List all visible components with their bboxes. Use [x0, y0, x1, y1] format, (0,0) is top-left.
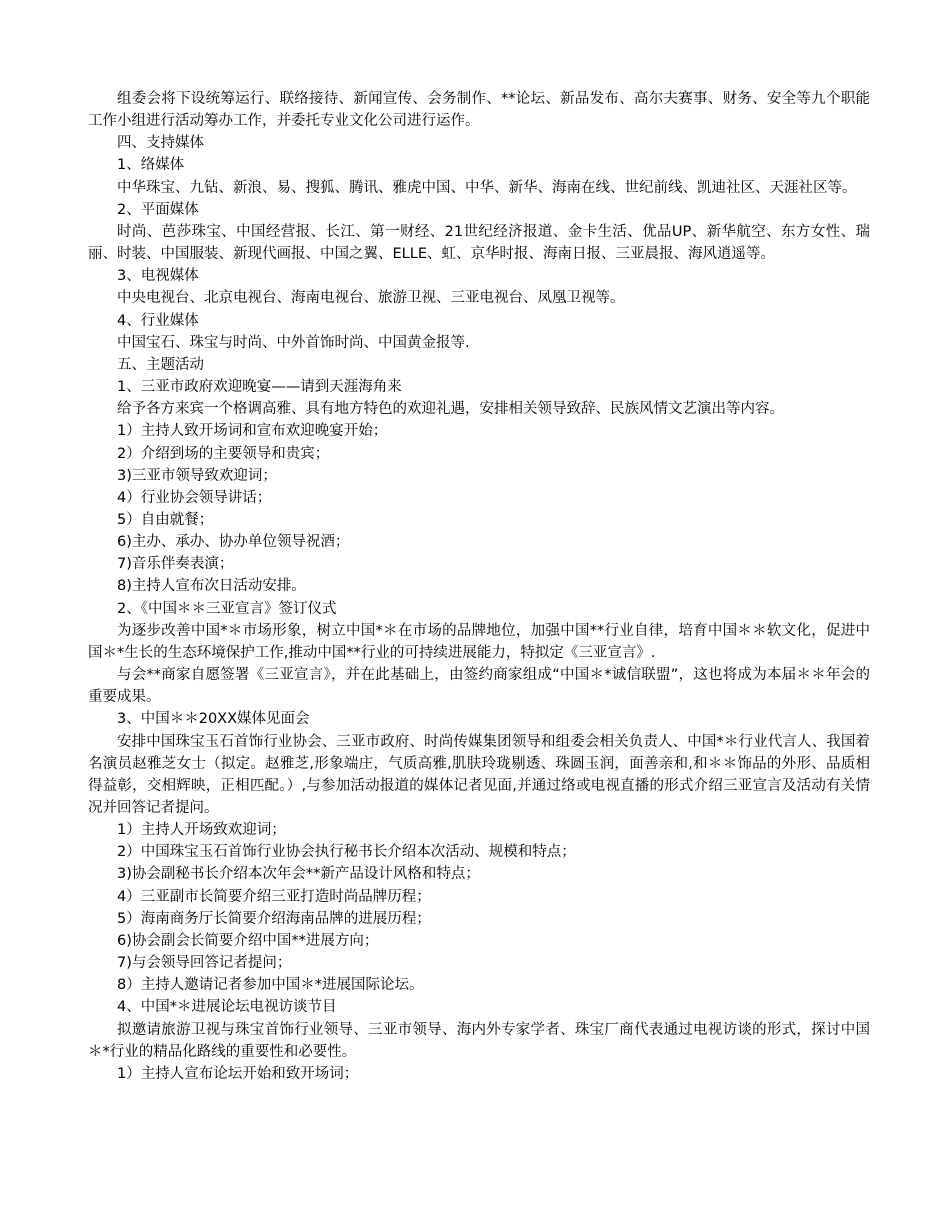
paragraph: 给予各方来宾一个格调高雅、具有地方特色的欢迎礼遇，安排相关领导致辞、民族风情文艺演出等内容。 [117, 401, 784, 418]
paragraph: 1）主持人致开场词和宣布欢迎晚宴开始； [117, 423, 388, 440]
paragraph: 四、支持媒体 [117, 135, 204, 152]
paragraph: 中国宝石、珠宝与时尚、中外首饰时尚、中国黄金报等. [117, 334, 470, 351]
paragraph: 3)协会副秘书长介绍本次年会**新产品设计风格和特点； [117, 866, 480, 883]
paragraph: 4、行业媒体 [117, 312, 199, 329]
paragraph: 5）海南商务厅长简要介绍海南品牌的进展历程； [117, 910, 431, 927]
paragraph: 4）行业协会领导讲话； [117, 489, 272, 506]
paragraph: 8）主持人邀请记者参加中国＊*进展国际论坛。 [117, 977, 424, 994]
paragraph: 1）主持人宣布论坛开始和致开场词； [117, 1065, 359, 1082]
paragraph: 拟邀请旅游卫视与珠宝首饰行业领导、三亚市领导、海内外专家学者、珠宝厂商代表通过电视访谈的形式，探讨中国＊*行业的精品化路线的重要性和必要性。 [88, 1021, 870, 1060]
paragraph: 6)主办、承办、协办单位领导祝酒； [117, 534, 350, 551]
paragraph: 中央电视台、北京电视台、海南电视台、旅游卫视、三亚电视台、凤凰卫视等。 [117, 290, 625, 307]
paragraph: 安排中国珠宝玉石首饰行业协会、三亚市政府、时尚传媒集团领导和组委会相关负责人、中国*＊行业代言人、我国着名演员赵雅芝女士（拟定。赵雅芝,形象端庄，气质高雅,肌肤玲珑剔透、珠圆玉润，面善亲和,和＊＊饰品的外形、品质相得益彰，交相辉映，正相匹配。）,与参加活动报道的媒体记者见面,并通过络或电视直播的形式介绍三亚宣言及活动有关情况并回答记者提问。 [88, 733, 870, 816]
paragraph: 2）中国珠宝玉石首饰行业协会执行秘书长介绍本次活动、规模和特点； [117, 844, 576, 861]
paragraph: 1、三亚市政府欢迎晚宴——请到天涯海角来 [117, 379, 402, 396]
paragraph: 7)与会领导回答记者提问； [117, 955, 292, 972]
paragraph: 2、《中国＊＊三亚宣言》签订仪式 [117, 600, 337, 617]
paragraph: 1、络媒体 [117, 157, 185, 174]
paragraph: 8)主持人宣布次日活动安排。 [117, 578, 306, 595]
paragraph: 1）主持人开场致欢迎词； [117, 822, 286, 839]
paragraph: 3)三亚市领导致欢迎词； [117, 467, 277, 484]
paragraph: 6)协会副会长简要介绍中国**进展方向； [117, 932, 379, 949]
paragraph: 5）自由就餐； [117, 511, 214, 528]
paragraph: 2、平面媒体 [117, 201, 199, 218]
paragraph: 4）三亚副市长简要介绍三亚打造时尚品牌历程； [117, 888, 431, 905]
paragraph: 中华珠宝、九钻、新浪、易、搜狐、腾讯、雅虎中国、中华、新华、海南在线、世纪前线、凯迪社区、天涯社区等。 [117, 179, 857, 196]
paragraph: 五、主题活动 [117, 356, 204, 373]
paragraph: 4、中国*＊进展论坛电视访谈节目 [117, 999, 337, 1016]
paragraph: 时尚、芭莎珠宝、中国经营报、长江、第一财经、21世纪经济报道、金卡生活、优品UP、新华航空、东方女性、瑞丽、时装、中国服装、新现代画报、中国之翼、ELLE、虹、京华时报、海南日报、三亚晨报、海风逍遥等。 [88, 223, 870, 263]
paragraph: 7)音乐伴奏表演； [117, 556, 234, 573]
paragraph: 3、中国＊＊20XX媒体见面会 [117, 711, 310, 728]
paragraph: 2）介绍到场的主要领导和贵宾； [117, 445, 330, 462]
paragraph: 与会**商家自愿签署《三亚宣言》，并在此基础上，由签约商家组成“中国＊*诚信联盟”，这也将成为本届＊＊年会的重要成果。 [88, 667, 870, 706]
paragraph: 3、电视媒体 [117, 268, 199, 285]
paragraph: 组委会将下设统筹运行、联络接待、新闻宣传、会务制作、**论坛、新品发布、高尔夫赛事、财务、安全等九个职能工作小组进行活动筹办工作，并委托专业文化公司进行运作。 [88, 91, 870, 130]
paragraph: 为逐步改善中国*＊市场形象，树立中国*＊在市场的品牌地位，加强中国**行业自律，培育中国＊＊软文化，促进中国＊*生长的生态环境保护工作,推动中国**行业的可持续进展能力，特拟定《三亚宣言》. [88, 622, 870, 661]
